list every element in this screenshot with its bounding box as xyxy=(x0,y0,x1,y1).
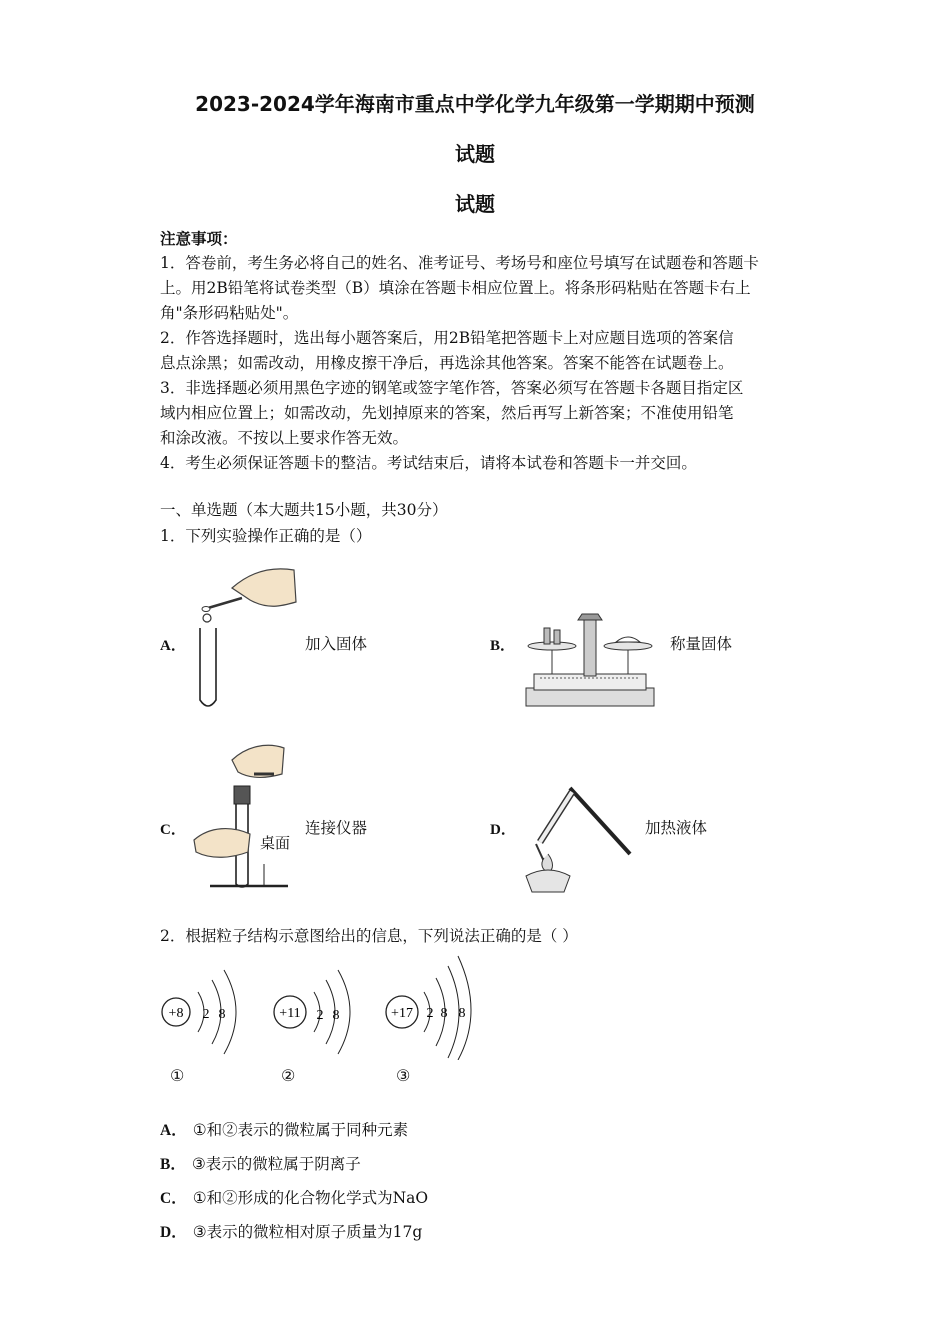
connect-apparatus-figure xyxy=(192,740,292,895)
notes-heading: 注意事项： xyxy=(160,229,238,248)
particle-3-shell-3: 8 xyxy=(458,1006,466,1021)
notes-line: 域内相应位置上；如需改动，先划掉原来的答案，然后再写上新答案；不准使用铅笔 xyxy=(160,404,734,422)
q2-option-b-letter: B． xyxy=(160,1156,186,1173)
notes-line: 3．非选择题必须用黑色字迹的钢笔或签字笔作答，答案必须写在答题卡各题目指定区 xyxy=(160,379,744,397)
q1-option-b-label: 称量固体 xyxy=(670,635,733,653)
notes-line: 角"条形码粘贴处"。 xyxy=(160,304,299,322)
particle-1-shell-1: 2 xyxy=(202,1007,210,1022)
document-title-line-2: 试题 xyxy=(455,142,495,166)
particle-3-nucleus: +17 xyxy=(391,1006,413,1021)
notes-line: 上。用2B铅笔将试卷类型（B）填涂在答题卡相应位置上。将条形码粘贴在答题卡右上 xyxy=(160,279,751,297)
particle-3-shell-1: 2 xyxy=(426,1006,434,1021)
heating-liquid-figure xyxy=(518,784,638,896)
q2-option-d xyxy=(160,1220,422,1242)
balance-scale-figure xyxy=(520,612,660,710)
section-heading: 一、单选题（本大题共15小题，共30分） xyxy=(160,501,448,519)
q2-option-c-text: ①和②形成的化合物化学式为NaO xyxy=(192,1189,429,1207)
question-2-stem: 2．根据粒子结构示意图给出的信息，下列说法正确的是（ ） xyxy=(160,927,578,945)
notes-line: 2．作答选择题时，选出每小题答案后，用2B铅笔把答题卡上对应题目选项的答案信 xyxy=(160,329,734,347)
particle-3-shell-2: 8 xyxy=(440,1006,448,1021)
desk-label: 桌面 xyxy=(260,834,291,852)
q2-option-d-text: ③表示的微粒相对原子质量为17g xyxy=(192,1223,423,1241)
q2-option-a-text: ①和②表示的微粒属于同种元素 xyxy=(192,1121,409,1139)
particle-diagram-3 xyxy=(384,954,484,1060)
particle-diagram-2 xyxy=(270,962,370,1058)
q2-option-a-letter: A． xyxy=(160,1122,187,1139)
document-title-line-1: 2023-2024学年海南市重点中学化学九年级第一学期期中预测 xyxy=(195,92,755,116)
q2-option-b xyxy=(160,1152,361,1174)
particle-2-shell-2: 8 xyxy=(332,1008,340,1023)
notes-line: 息点涂黑；如需改动，用橡皮擦干净后，再选涂其他答案。答案不能答在试题卷上。 xyxy=(160,354,734,372)
q1-option-a-letter: A． xyxy=(160,638,186,654)
q1-option-d-label: 加热液体 xyxy=(645,819,708,837)
q2-option-d-letter: D． xyxy=(160,1224,187,1241)
particle-1-marker: ① xyxy=(170,1066,185,1085)
particle-3-marker: ③ xyxy=(396,1066,411,1085)
question-1-stem: 1．下列实验操作正确的是（） xyxy=(160,527,372,545)
particle-2-marker: ② xyxy=(281,1066,296,1085)
particle-2-shell-1: 2 xyxy=(316,1008,324,1023)
q1-option-a-label: 加入固体 xyxy=(305,635,368,653)
particle-1-shell-2: 8 xyxy=(218,1007,226,1022)
particle-1-nucleus: +8 xyxy=(168,1006,184,1021)
q1-option-b-letter: B． xyxy=(490,638,516,654)
q1-option-d-letter: D． xyxy=(490,822,516,838)
q2-option-a xyxy=(160,1118,408,1140)
q2-option-b-text: ③表示的微粒属于阴离子 xyxy=(191,1155,361,1173)
notes-line: 4．考生必须保证答题卡的整洁。考试结束后，请将本试卷和答题卡一并交回。 xyxy=(160,454,697,472)
test-tube-solid-figure xyxy=(190,560,300,710)
q2-option-c-letter: C． xyxy=(160,1190,187,1207)
particle-diagram-1 xyxy=(158,962,258,1058)
q1-option-c-letter: C． xyxy=(160,822,186,838)
document-title-line-3: 试题 xyxy=(455,192,495,216)
particle-2-nucleus: +11 xyxy=(279,1006,301,1021)
q1-option-c-label: 连接仪器 xyxy=(305,819,368,837)
q2-option-c xyxy=(160,1186,428,1208)
notes-line: 和涂改液。不按以上要求作答无效。 xyxy=(160,429,409,447)
notes-block xyxy=(160,226,800,476)
notes-line: 1．答卷前，考生务必将自己的姓名、准考证号、考场号和座位号填写在试题卷和答题卡 xyxy=(160,254,759,272)
